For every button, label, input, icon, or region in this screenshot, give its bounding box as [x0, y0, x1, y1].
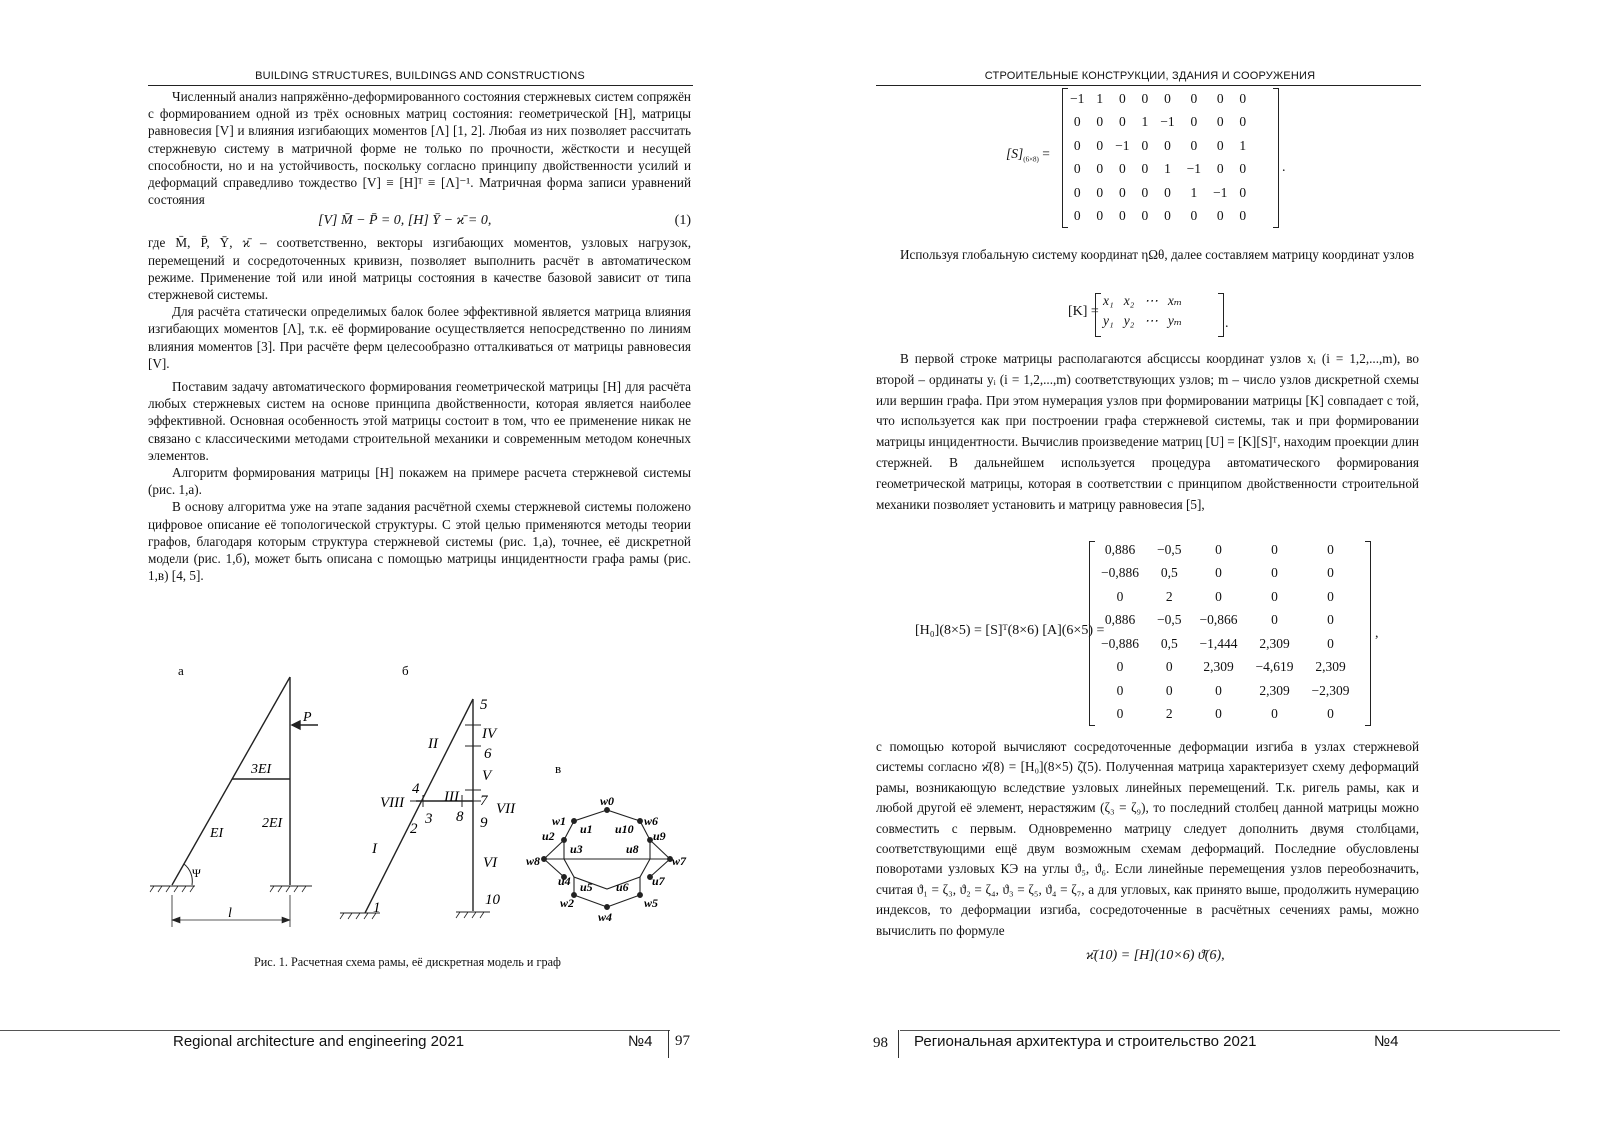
matrix-S-cell: 0: [1141, 161, 1149, 177]
matrix-H0-cell: 0: [1116, 659, 1124, 675]
paragraph-task: Поставим задачу автоматического формирования геометрической матрицы [H] для расчёта любых стержневых систем на основе принципа двойственности, которая является наиболее эффективной. Основная особенность этой матрицы состоит в том, что ее применение никак не связано с классическими методами строительной механики и современным методом конечных элементов.: [148, 379, 691, 463]
matrix-K-row: [1098, 311, 1187, 331]
matrix-H0-cell: 0: [1215, 565, 1222, 581]
node-8: 8: [456, 809, 464, 825]
matrix-S-cell: 0: [1239, 208, 1247, 224]
discrete-element-labels: [371, 726, 516, 871]
matrix-K-cell: x₁: [1103, 293, 1114, 308]
matrix-S-cell: −1: [1213, 184, 1228, 200]
fig-label-a: а: [178, 663, 184, 678]
node-1: 1: [373, 900, 381, 916]
matrix-H0-right-bracket: [1365, 541, 1371, 726]
matrix-H0-row: [1092, 585, 1359, 609]
matrix-S-cell: 0: [1118, 161, 1126, 177]
matrix-S-row: [1064, 134, 1252, 158]
matrix-K: [1098, 291, 1187, 331]
matrix-S-cell: 0: [1164, 208, 1171, 224]
matrix-S-cell: 0: [1216, 208, 1224, 224]
matrix-S-cell: 0: [1216, 161, 1224, 177]
matrix-S-cell: 0: [1141, 90, 1149, 106]
matrix-S-cell: 0: [1073, 137, 1081, 153]
matrix-H0-cell: 0: [1327, 706, 1334, 722]
matrix-S-label: $[S]_{(6\times 8)}$ =: [1006, 146, 1050, 164]
matrix-H0-cell: 0,886: [1104, 541, 1136, 557]
matrix-H0-cell: −0,886: [1101, 635, 1139, 651]
elem-VII: VII: [496, 801, 516, 817]
matrix-K-cell: x₂: [1123, 293, 1135, 308]
matrix-H0-cell: 2,309: [1315, 659, 1346, 675]
matrix-S-cell: 0: [1190, 114, 1198, 130]
elem-VI: VI: [483, 855, 498, 871]
matrix-S-cell: 0: [1118, 90, 1126, 106]
matrix-H0-cell: 0: [1215, 588, 1222, 604]
journal-title-en: Regional architecture and engineering 2021: [173, 1033, 465, 1050]
matrix-S-cell: 1: [1096, 90, 1104, 106]
matrix-H0-cell: −0,5: [1157, 612, 1182, 628]
matrix-K-cell: xₘ: [1167, 293, 1183, 308]
matrix-H0-row: [1092, 679, 1359, 703]
matrix-S-cell: 1: [1164, 161, 1171, 177]
graph-u5: u5: [580, 880, 593, 894]
header-rule-right: [876, 85, 1421, 86]
matrix-S-cell: 0: [1239, 161, 1247, 177]
graph-u9: u9: [653, 829, 666, 843]
graph-w6: w6: [644, 814, 659, 828]
node-2: 2: [410, 821, 418, 837]
paragraph-deformations: с помощью которой вычисляют сосредоточенные деформации изгиба в узлах стержневой системы согласно ϰ̄(8) = [H₀](8×5) ζ̄(5). Полученная матрица характеризует схему деформаций рамы, возникающую вследствие узловых линейных перемещений. Т.к. ригель рамы, как и любой другой её элемент, нерастяжим (ζ₃ = ζ₉), то последний столбец данной матрицы можно совместить с первым. Одновременно матрицу следует дополнить двумя столбцами, соответствующими ещё двум возможным схемам деформаций. Последние обусловлены поворотами узловых КЭ на углы ϑ₅, ϑ₆. Если линейные перемещения узлов переобозначить, считая ϑ₁ = ζ₃, ϑ₂ = ζ₄, ϑ₃ = ζ₅, ϑ₄ = ζ₇, а для угловых, как принято выше, продолжить нумерацию индексов, то деформации изгиба, сосредоточенные в расчётных сечениях рамы, можно вычислить по формуле: [876, 739, 1419, 938]
paragraph-topology: В основу алгоритма уже на этапе задания расчётной схемы стержневой системы положено цифровое описание её топологической структуры. С этой целью применяются методы теории графов, благодаря которым структура стержневой системы (рис. 1,а), точнее, её дискретной модели (рис. 1,б), может быть описана с помощью матрицы инцидентности графа рамы (рис. 1,в) [4, 5].: [148, 499, 691, 584]
matrix-S-cell: 0: [1073, 184, 1081, 200]
running-head-right: СТРОИТЕЛЬНЫЕ КОНСТРУКЦИИ, ЗДАНИЯ И СООРУЖЕНИЯ: [984, 70, 1316, 82]
matrix-S: [1064, 87, 1252, 228]
matrix-H0-cell: 0: [1327, 612, 1334, 628]
graph-u10: u10: [615, 822, 634, 836]
graph-u7: u7: [652, 874, 665, 888]
matrix-S-size: (6×8): [1023, 155, 1039, 164]
matrix-S-cell: 0: [1216, 137, 1224, 153]
paragraph-intro: Численный анализ напряжённо-деформированного состояния стержневых систем сопряжён с формированием одной из трёх основных матриц состояния: геометрической [H], матрицы равновесия [V] и влияния изгибающих моментов [Λ] [1, 2]. Любая из них позволяет рассчитать стержневую систему в матричной форме не только по прочности, жёсткости и несущей способности, но и на устойчивость, поскольку согласно принципу двойственности усилий и деформаций справедливо тождество [V] ≡ [H]ᵀ ≡ [Λ]⁻¹. Матричная форма записи уравнений состояния: [148, 89, 691, 208]
node-4: 4: [412, 781, 420, 797]
matrix-K-cell: y₁: [1103, 313, 1114, 328]
matrix-K-period: .: [1225, 316, 1229, 331]
issue-number-right: №4: [1374, 1033, 1399, 1050]
matrix-S-cell: 1: [1141, 114, 1149, 130]
graph-w2: w2: [560, 896, 575, 910]
matrix-S-row: [1064, 87, 1252, 111]
graph-w1: w1: [552, 814, 567, 828]
graph-w7: w7: [672, 854, 687, 868]
paragraph-algorithm: Алгоритм формирования матрицы [H] покажем на примере расчета стержневой системы (рис. 1,а).: [148, 465, 691, 498]
paragraph-vectors: где M̄, P̄, Ȳ, ϰ̄ – соответственно, векторы изгибающих моментов, узловых нагрузок, перемещений и сосредоточенных кривизн, позволяет выполнить расчёт в автоматическом режиме. Применение той или иной матрицы состояния в качестве базовой зависит от типа стержневой системы.: [148, 235, 691, 303]
matrix-H0-cell: 2,309: [1259, 682, 1290, 698]
matrix-S-cell: 0: [1096, 184, 1104, 200]
matrix-H0-cell: 0: [1271, 541, 1278, 557]
frame-scheme: [150, 677, 318, 927]
matrix-S-row: [1064, 111, 1252, 135]
discrete-model: [340, 699, 490, 919]
header-rule-left: [148, 85, 693, 86]
matrix-K-right-bracket: [1218, 293, 1224, 337]
matrix-S-cell: 1: [1190, 184, 1198, 200]
figure-1: [140, 655, 700, 935]
matrix-S-cell: 0: [1073, 114, 1081, 130]
fig-a-label-2EI: 2EI: [262, 816, 283, 831]
matrix-S-cell: 0: [1141, 137, 1149, 153]
matrix-S-cell: 0: [1118, 184, 1126, 200]
matrix-S-cell: 0: [1118, 208, 1126, 224]
matrix-H0-cell: 0: [1271, 565, 1278, 581]
matrix-H0-row: [1092, 656, 1359, 680]
matrix-K-table: [1098, 291, 1187, 331]
matrix-S-row: [1064, 181, 1252, 205]
equation-1-expression: [V] M̄ − P̄ = 0, [H] Ȳ − ϰ̄ = 0,: [318, 213, 492, 229]
graph-w8: w8: [526, 854, 541, 868]
elem-VIII: VIII: [380, 795, 405, 811]
matrix-H0-table: [1092, 538, 1359, 726]
node-6: 6: [484, 746, 492, 762]
matrix-S-cell: 0: [1190, 90, 1198, 106]
matrix-S-cell: 0: [1096, 161, 1104, 177]
matrix-S-cell: 0: [1096, 114, 1104, 130]
matrix-H0-cell: 0: [1271, 706, 1278, 722]
matrix-H0-row: [1092, 609, 1359, 633]
equation-last: ϰ̄(10) = [H](10×6) ϑ̄(6),: [1086, 948, 1225, 963]
matrix-S-cell: 0: [1216, 114, 1224, 130]
matrix-S-cell: 0: [1239, 184, 1247, 200]
matrix-S-period: .: [1282, 160, 1286, 175]
equation-1: [148, 208, 691, 234]
matrix-K-cell: ⋯: [1144, 293, 1158, 308]
matrix-H0-cell: 0: [1215, 706, 1222, 722]
matrix-H0-cell: 0: [1271, 588, 1278, 604]
figure-1-caption: Рис. 1. Расчетная схема рамы, её дискретная модель и граф: [254, 955, 561, 969]
node-3: 3: [425, 811, 433, 827]
graph-u6: u6: [616, 880, 629, 894]
matrix-S-cell: −1: [1070, 90, 1085, 106]
matrix-H0-cell: 0: [1215, 682, 1222, 698]
matrix-H0-cell: −2,309: [1311, 682, 1350, 698]
matrix-K-label: [K] =: [1068, 304, 1099, 319]
fig-a-label-psi: Ψ: [192, 866, 201, 880]
graph-u1: u1: [580, 822, 593, 836]
graph-u8: u8: [626, 842, 639, 856]
matrix-S-symbol: [S]: [1006, 146, 1024, 161]
matrix-H0-cell: 2: [1165, 588, 1173, 604]
matrix-S-cell: 0: [1190, 137, 1198, 153]
matrix-S-cell: 0: [1164, 90, 1171, 106]
matrix-S-cell: 0: [1096, 137, 1104, 153]
issue-number-left: №4: [628, 1033, 653, 1050]
page-box-right-divider: [898, 1030, 900, 1058]
graph-u4: u4: [558, 874, 571, 888]
elem-IV: IV: [482, 726, 497, 742]
fig-label-v: в: [555, 761, 562, 776]
right-para-deformations: [876, 737, 1419, 941]
matrix-S-cell: −1: [1160, 114, 1175, 130]
fig-a-label-EI: EI: [210, 826, 224, 841]
matrix-H0-cell: 2: [1165, 706, 1173, 722]
matrix-H0-cell: −1,444: [1199, 635, 1238, 651]
matrix-H0-cell: 2,309: [1203, 659, 1234, 675]
matrix-S-cell: 0: [1190, 208, 1198, 224]
matrix-S-cell: 0: [1239, 90, 1247, 106]
matrix-H0-cell: −0,886: [1101, 565, 1139, 581]
fig-a-label-3EI: 3EI: [251, 762, 272, 777]
matrix-H0-cell: 0: [1327, 565, 1334, 581]
page-number-98: 98: [873, 1035, 888, 1051]
matrix-H0-cell: 0: [1116, 588, 1124, 604]
right-page: [800, 0, 1600, 1132]
matrix-K-cell: ⋯: [1144, 313, 1158, 328]
matrix-H0-row: [1092, 562, 1359, 586]
matrix-H0-cell: −4,619: [1255, 659, 1294, 675]
matrix-H0-cell: 0: [1165, 682, 1173, 698]
node-9: 9: [480, 815, 488, 831]
matrix-H0-cell: 0: [1116, 682, 1124, 698]
paragraph-beams: Для расчёта статически определимых балок более эффективной является матрица влияния изгибающих моментов [Λ], т.к. её формирование осуществляется непосредственно по линиям влияния моментов [3]. При расчёте ферм целесообразно отталкиваться от матрицы равновесия [V].: [148, 304, 691, 371]
elem-III: III: [444, 789, 459, 805]
matrix-K-cell: yₘ: [1167, 313, 1183, 328]
fig-a-label-P: P: [303, 710, 312, 725]
matrix-S-cell: 0: [1216, 90, 1224, 106]
journal-title-ru: Региональная архитектура и строительство 2021: [914, 1033, 1257, 1050]
matrix-S-row: [1064, 205, 1252, 229]
running-head-left: BUILDING STRUCTURES, BUILDINGS AND CONSTRUCTIONS: [255, 70, 585, 82]
node-5: 5: [480, 697, 488, 713]
matrix-S-cell: 0: [1073, 208, 1081, 224]
matrix-H0-label: [H₀](8×5) = [S]ᵀ(8×6) [A](6×5) =: [915, 623, 1105, 638]
matrix-H0-cell: 0: [1327, 588, 1334, 604]
matrix-H0-cell: −0,866: [1199, 612, 1238, 628]
matrix-H0-cell: 2,309: [1259, 635, 1290, 651]
page-box-left-divider: [668, 1030, 670, 1058]
matrix-S-cell: 0: [1096, 208, 1104, 224]
matrix-H0-row: [1092, 703, 1359, 727]
matrix-H0-cell: −0,5: [1157, 541, 1182, 557]
matrix-H0-cell: 0: [1215, 541, 1222, 557]
matrix-H0-cell: 0: [1327, 635, 1334, 651]
matrix-S-row: [1064, 158, 1252, 182]
matrix-S-right-bracket: [1273, 88, 1279, 228]
matrix-H0-cell: 0,5: [1160, 635, 1178, 651]
graph-w4: w4: [598, 910, 613, 924]
graph-u2: u2: [542, 829, 555, 843]
graph-w0: w0: [600, 794, 615, 808]
node-7: 7: [480, 793, 488, 809]
matrix-H0-row: [1092, 632, 1359, 656]
matrix-H0-cell: 0: [1116, 706, 1124, 722]
matrix-S-cell: −1: [1186, 161, 1201, 177]
matrix-S-cell: 0: [1141, 184, 1149, 200]
matrix-S-table: [1064, 87, 1252, 228]
paragraph-coords: Используя глобальную систему координат ηΩθ, далее составляем матрицу координат узлов: [900, 247, 1415, 262]
matrix-S-cell: 0: [1073, 161, 1081, 177]
matrix-S-cell: 0: [1239, 114, 1247, 130]
elem-V: V: [482, 768, 492, 784]
matrix-S-cell: −1: [1115, 137, 1130, 153]
matrix-S-cell: 0: [1164, 137, 1171, 153]
right-para-coords: [876, 246, 1419, 263]
matrix-H0-cell: 0: [1327, 541, 1334, 557]
footer-rule-right: [900, 1030, 1560, 1031]
matrix-H0-cell: 0: [1165, 659, 1173, 675]
matrix-H0-cell: 0,886: [1104, 612, 1136, 628]
right-para-nodes: [876, 349, 1419, 515]
fig-a-label-l: l: [228, 906, 232, 921]
graph-u3: u3: [570, 842, 583, 856]
elem-II: II: [428, 736, 438, 752]
matrix-H0: [1092, 538, 1359, 726]
fig-label-b: б: [402, 663, 409, 678]
matrix-S-cell: 0: [1118, 114, 1126, 130]
matrix-S-cell: 1: [1239, 137, 1247, 153]
matrix-S-cell: 0: [1141, 208, 1149, 224]
equation-1-number: (1): [674, 213, 691, 229]
figure-1-drawing: [140, 655, 700, 935]
matrix-H0-cell: 0: [1271, 612, 1278, 628]
matrix-K-cell: y₂: [1123, 313, 1135, 328]
page-number-97: 97: [675, 1033, 690, 1049]
graph-w5: w5: [644, 896, 659, 910]
matrix-K-row: [1098, 291, 1187, 311]
matrix-H0-cell: 0,5: [1160, 565, 1178, 581]
elem-I: I: [372, 841, 377, 857]
footer-rule-left: [0, 1030, 670, 1031]
matrix-H0-comma: ,: [1375, 626, 1379, 641]
matrix-H0-row: [1092, 538, 1359, 562]
paragraph-node-numbering: В первой строке матрицы располагаются абсциссы координат узлов xᵢ (i = 1,2,...,m), во второй – ординаты yᵢ (i = 1,2,...,m) соответствующих узлов; m – число узлов дискретной схемы или вершин графа. При этом нумерация узлов при формировании матрицы [K] совпадает с той, что используется как при построении графа стержневой системы, так и при формировании матрицы инцидентности. Вычислив произведение матриц [U] = [K][S]ᵀ, находим проекции длин стержней. В дальнейшем используется процедура автоматического формирования геометрической матрицы, которая в соответствии с принципом двойственности строительной механики позволяет установить и матрицу равновесия [5],: [876, 351, 1419, 512]
node-10: 10: [485, 892, 500, 908]
left-body-top: [148, 88, 691, 584]
matrix-S-cell: 0: [1164, 184, 1171, 200]
